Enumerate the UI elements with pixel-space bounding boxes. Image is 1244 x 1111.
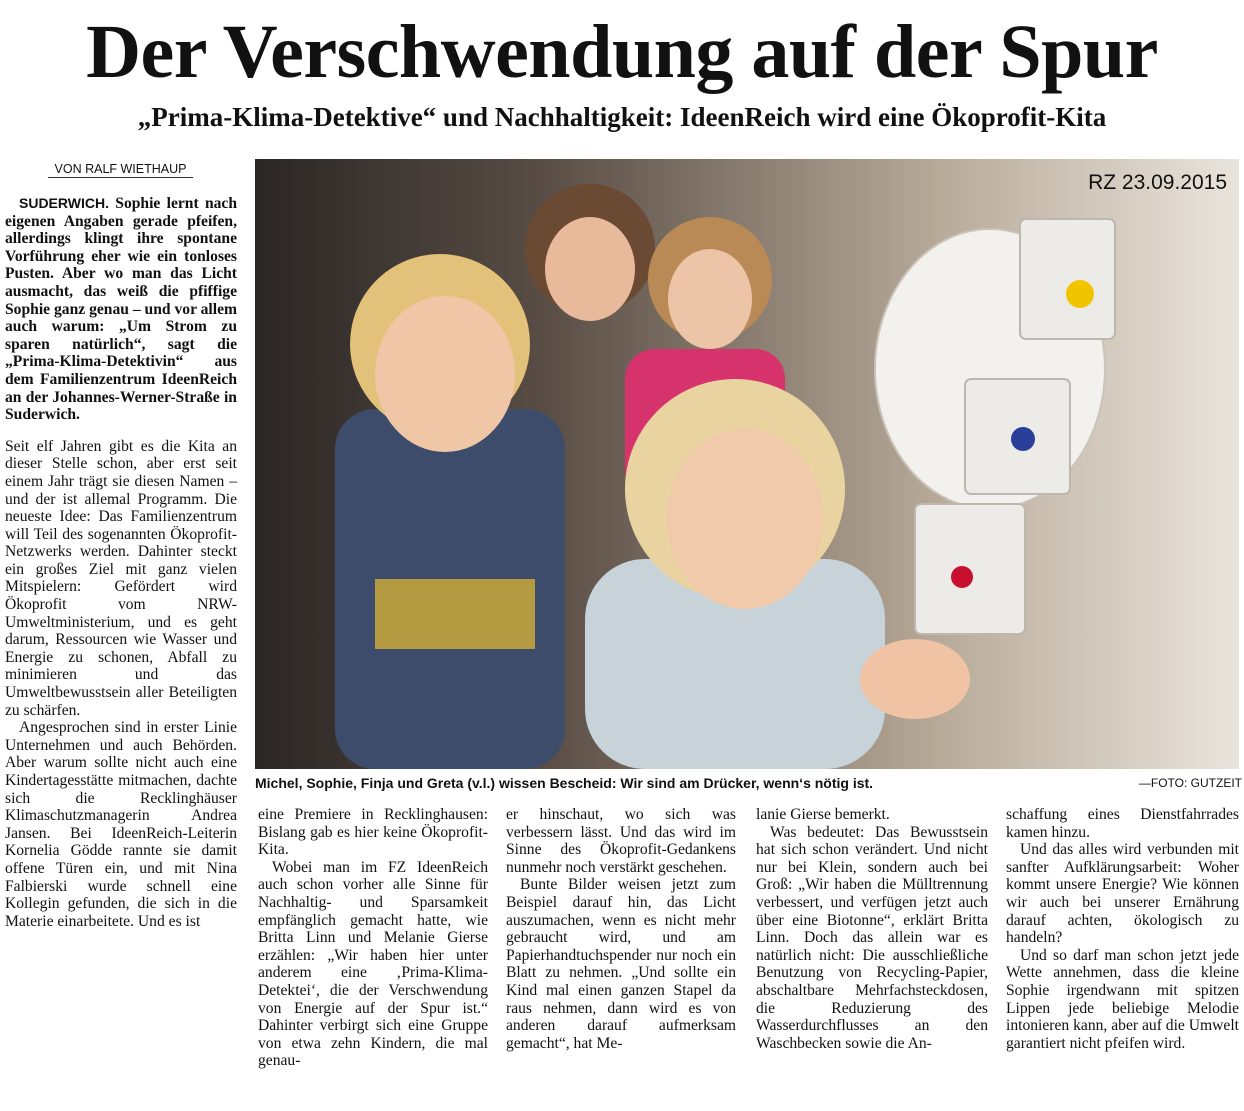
body-paragraph: Bunte Bilder weisen jetzt zum Beispiel darauf hin, das Licht auszumachen, wenn es nicht mehr gebraucht wird, und am Papierhandtuchspender nur noch ein Blatt zu nehmen. „Und sollte ein Kind mal einen ganzen Stapel da raus nehmen, dann wird es von anderen darauf aufmerksam gemacht“, hat Me- (506, 876, 736, 1052)
body-paragraph: schaffung eines Dienstfahrrades kamen hinzu. (1006, 806, 1239, 841)
article-column-3 (506, 806, 736, 1052)
dateline: SUDERWICH. (19, 195, 109, 211)
article-column-2 (258, 806, 488, 1070)
byline: VON RALF WIETHAUP (48, 162, 193, 178)
headline: Der Verschwendung auf der Spur (86, 10, 1158, 94)
article-photo (255, 159, 1239, 769)
body-paragraph: Seit elf Jahren gibt es die Kita an dieser Stelle schon, aber erst seit einem Jahr trägt sie diesen Namen – und der ist allemal Programm. Die neueste Idee: Das Familienzentrum will Teil des sogenannten Ökoprofit-Netzwerks werden. Dahinter steckt ein großes Ziel mit ganz vielen Mitspielern: Gefördert wird Ökoprofit vom NRW-Umweltministerium, und es geht darum, Ressourcen wie Wasser und Energie zu schonen, Abfall zu minimieren und das Umweltbewusstsein aller Beteiligten zu schärfen. (5, 437, 237, 719)
blue-dot (1011, 427, 1035, 451)
body-paragraph: eine Premiere in Recklinghausen: Bislang gab es hier keine Ökoprofit-Kita. (258, 806, 488, 859)
photo-caption: Michel, Sophie, Finja und Greta (v.l.) wissen Bescheid: Wir sind am Drücker, wenn‘s nötig ist. (255, 775, 874, 791)
body-paragraph: Angesprochen sind in erster Linie Unternehmen und auch Behörden. Aber warum sollte nicht auch eine Kindertagesstätte mitmachen, dachte sich die Recklinghäuser Klimaschutzmanagerin Andrea Jansen. Bei IdeenReich-Leiterin Kornelia Gödde rannte sie damit offene Türen ein, und mit Nina Falbierski wurde schnell eine Kollegin gefunden, die sich in die Materie einarbeitete. Und es ist (5, 719, 237, 930)
lead-text: Sophie lernt nach eigenen Angaben gerade pfeifen, allerdings klingt ihre spontane Vorführung eher wie ein tonloses Pusten. Aber wo man das Licht ausmacht, das weiß die pfiffige Sophie ganz genau – und vor allem auch warum: „Um Strom zu sparen natürlich“, sagt die „Prima-Klima-Detektivin“ aus dem Familienzentrum IdeenReich an der Johannes-Werner-Straße in Suderwich. (5, 195, 238, 424)
children-photo-illustration (255, 159, 1239, 769)
hand (860, 639, 970, 719)
subheadline: „Prima-Klima-Detektive“ und Nachhaltigkeit: IdeenReich wird eine Ökoprofit-Kita (137, 102, 1107, 132)
red-dot (951, 566, 973, 588)
body-paragraph: Und so darf man schon jetzt jede Wette annehmen, dass die kleine Sophie irgendwann mit spitzen Lippen jede beliebige Melodie intonieren kann, aber auf die Umwelt garantiert nicht pfeifen wird. (1006, 946, 1239, 1052)
article-column-4 (756, 806, 988, 1052)
lead-paragraph (5, 195, 237, 424)
date-stamp: RZ 23.09.2015 (1088, 171, 1227, 194)
body-paragraph: er hinschaut, wo sich was verbessern lässt. Und das wird im Sinne des Ökoprofit-Gedankens nunmehr noch verstärkt geschehen. (506, 806, 736, 876)
body-paragraph: Wobei man im FZ IdeenReich auch schon vorher alle Sinne für Nachhaltig- und Sparsamkeit empfänglich gemacht hatte, wie Britta Linn und Melanie Gierse erzählen: „Wir haben hier unter anderem eine ‚Prima-Klima-Detektei‘, die der Verschwendung von Energie auf der Spur ist.“ Dahinter verbirgt sich eine Gruppe von etwa zehn Kindern, die mal genau- (258, 858, 488, 1070)
body-paragraph: Was bedeutet: Das Bewusstsein hat sich schon verändert. Und nicht nur bei Klein, sondern auch bei Groß: „Wir haben die Mülltrennung verbessert, und verfügen jetzt auch über eine Biotonne“, erklärt Britta Linn. Doch das allein war es natürlich nicht: Die ausschließliche Benutzung von Recycling-Papier, abschaltbare Mehrfachsteckdosen, die Reduzierung des Wasserdurchflusses an den Waschbecken sowie die An- (756, 823, 988, 1052)
yellow-dot (1066, 280, 1094, 308)
article-column-1 (5, 195, 237, 930)
body-paragraph: lanie Gierse bemerkt. (756, 806, 890, 823)
article-column-5 (1006, 806, 1239, 1052)
body-paragraph: Und das alles wird verbunden mit sanfter Aufklärungsarbeit: Woher kommt unsere Energie? Wie können wir auch bei unserer Ernährung darauf achten, ökologisch zu handeln? (1006, 841, 1239, 947)
photo-credit: —FOTO: GUTZEIT (1138, 776, 1242, 790)
